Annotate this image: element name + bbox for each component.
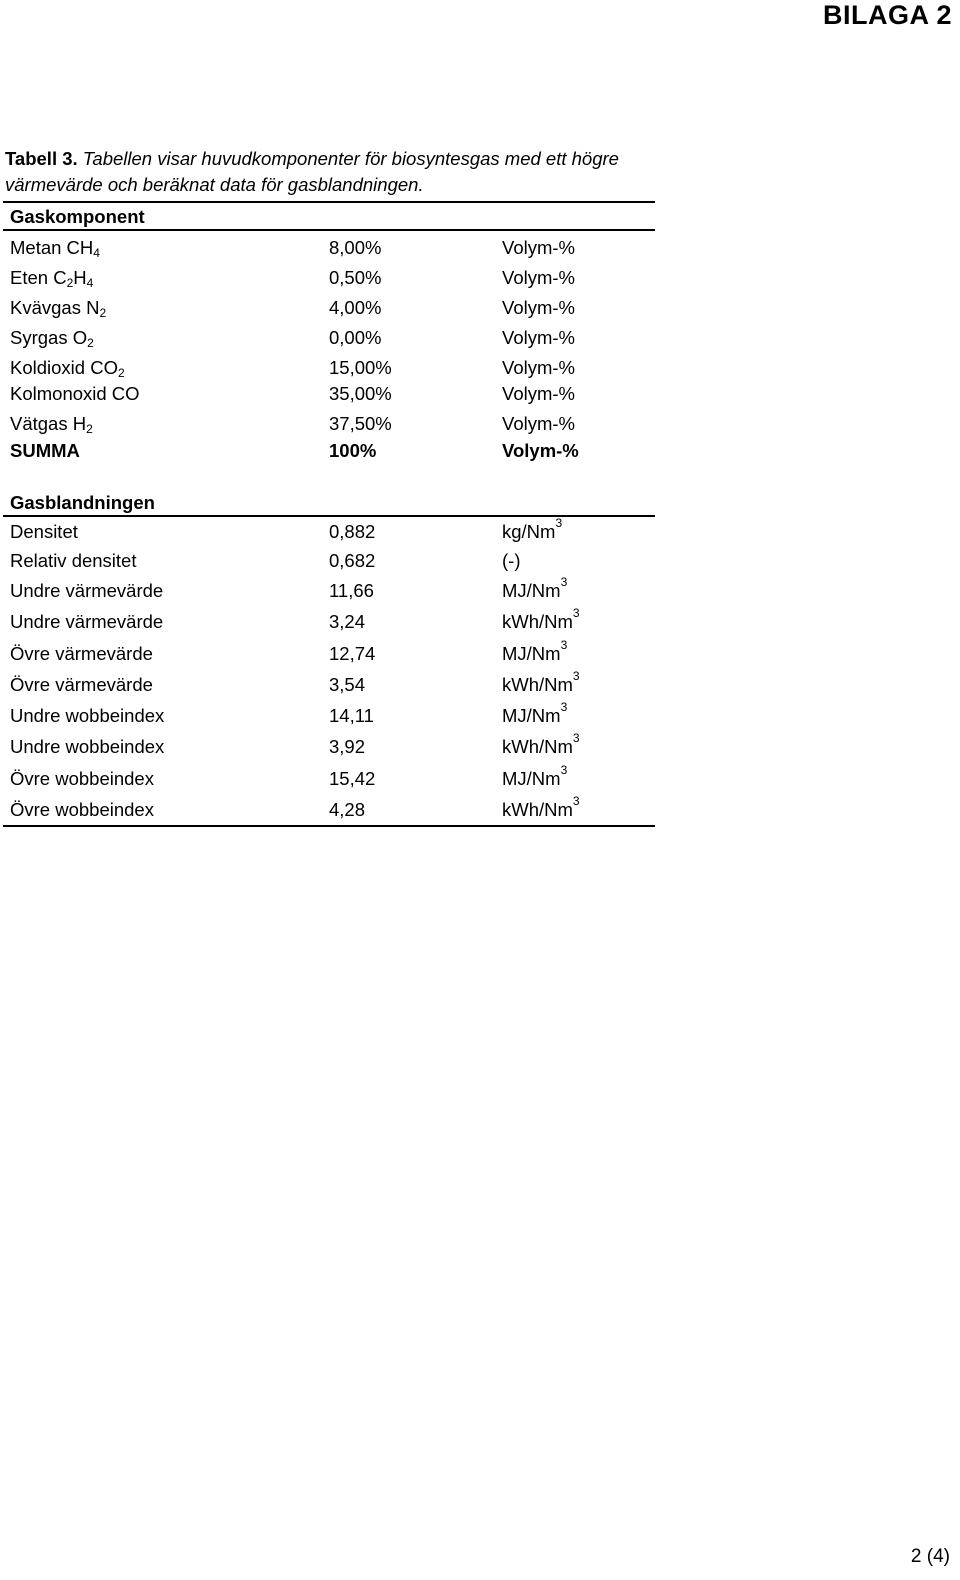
blend-property: Övre wobbeindex bbox=[10, 767, 154, 789]
gas-blend-row bbox=[3, 763, 655, 794]
blend-value: 0,682 bbox=[329, 550, 376, 571]
blend-property: Övre värmevärde bbox=[10, 673, 153, 695]
blend-property: Undre wobbeindex bbox=[10, 736, 165, 758]
gas-unit: Volym-% bbox=[502, 297, 575, 318]
gas-blend-row bbox=[3, 638, 655, 669]
gas-name: Metan $CH_4$ bbox=[10, 237, 100, 260]
gas-unit: Volym-% bbox=[502, 357, 575, 378]
blend-unit: (-) bbox=[502, 550, 521, 571]
subscript: 4 bbox=[86, 276, 94, 290]
gas-name: Kolmonoxid CO bbox=[10, 383, 140, 404]
blend-unit: MJ/Nm$^3$ bbox=[502, 762, 568, 789]
superscript: 3 bbox=[572, 606, 580, 621]
blend-property: Densitet bbox=[10, 521, 78, 542]
gas-unit: Volym-% bbox=[502, 267, 575, 288]
gas-value: 35,00% bbox=[329, 383, 392, 404]
sum-value: 100% bbox=[329, 440, 377, 461]
gas-blend-heading: Gasblandningen bbox=[3, 489, 655, 517]
superscript: 3 bbox=[560, 762, 568, 777]
gas-value: 15,00% bbox=[329, 357, 392, 378]
blend-unit: MJ/Nm$^3$ bbox=[502, 575, 568, 601]
gas-name: Eten $C_2H_4$ bbox=[10, 267, 94, 290]
superscript: 3 bbox=[572, 794, 580, 809]
gas-sum-row bbox=[3, 436, 655, 466]
blend-value: 3,24 bbox=[329, 611, 366, 633]
subscript: 2 bbox=[66, 276, 74, 290]
gas-component-table bbox=[3, 201, 655, 466]
superscript: 3 bbox=[572, 668, 580, 683]
blend-value: 3,54 bbox=[329, 673, 366, 695]
blend-unit: kWh/Nm$^3$ bbox=[502, 606, 580, 633]
superscript: 3 bbox=[555, 516, 563, 530]
blend-value: 0,882 bbox=[329, 521, 376, 542]
blend-property: Relativ densitet bbox=[10, 550, 137, 571]
superscript: 3 bbox=[560, 700, 568, 715]
gas-blend-row bbox=[3, 606, 655, 637]
gas-component-row bbox=[3, 379, 655, 409]
gas-component-rows bbox=[3, 233, 655, 466]
subscript: 2 bbox=[117, 366, 125, 380]
gas-component-heading: Gaskomponent bbox=[3, 203, 655, 231]
blend-unit: kWh/Nm$^3$ bbox=[502, 794, 580, 821]
page-number: 2 (4) bbox=[910, 1546, 950, 1567]
blend-value: 15,42 bbox=[329, 767, 376, 789]
blend-value: 11,66 bbox=[329, 580, 374, 601]
document-header-title: BILAGA 2 bbox=[822, 0, 952, 30]
gas-blend-row bbox=[3, 700, 655, 731]
gas-blend-row bbox=[3, 669, 655, 700]
blend-unit: kWh/Nm$^3$ bbox=[502, 668, 580, 695]
blend-value: 12,74 bbox=[329, 642, 376, 664]
superscript: 3 bbox=[560, 637, 568, 652]
caption-text: Tabellen visar huvudkomponenter för biosyntesgas med ett högre värmevärde och beräknat data för gasblandningen. bbox=[5, 148, 619, 195]
gas-value: 0,00% bbox=[329, 327, 382, 348]
gas-component-row bbox=[3, 293, 655, 323]
blend-unit: kg/Nm$^3$ bbox=[502, 516, 563, 542]
gas-blend-row bbox=[3, 546, 655, 575]
gas-value: 8,00% bbox=[329, 237, 382, 258]
gas-name: Koldioxid $CO_2$ bbox=[10, 357, 125, 380]
blend-unit: kWh/Nm$^3$ bbox=[502, 731, 580, 758]
caption-label: Tabell 3. bbox=[5, 148, 78, 169]
gas-unit: Volym-% bbox=[502, 413, 575, 434]
blend-value: 4,28 bbox=[329, 799, 366, 821]
gas-blend-rows bbox=[3, 517, 655, 827]
gas-unit: Volym-% bbox=[502, 237, 575, 258]
gas-unit: Volym-% bbox=[502, 383, 575, 404]
blend-property: Övre wobbeindex bbox=[10, 799, 154, 821]
sum-unit: Volym-% bbox=[502, 440, 579, 461]
gas-blend-row bbox=[3, 731, 655, 762]
gas-blend-row bbox=[3, 517, 655, 546]
subscript: 2 bbox=[86, 422, 93, 436]
gas-component-row bbox=[3, 409, 655, 439]
blend-unit: MJ/Nm$^3$ bbox=[502, 700, 568, 727]
superscript: 3 bbox=[572, 731, 580, 746]
blend-unit: MJ/Nm$^3$ bbox=[502, 637, 568, 664]
gas-blend-row bbox=[3, 794, 655, 825]
gas-name: Kvävgas $N_2$ bbox=[10, 297, 107, 320]
gas-value: 37,50% bbox=[329, 413, 392, 434]
subscript: 4 bbox=[93, 246, 100, 260]
gas-name: Syrgas $O_2$ bbox=[10, 327, 94, 350]
gas-blend-row bbox=[3, 575, 655, 606]
gas-blend-table bbox=[3, 489, 655, 827]
blend-property: Undre värmevärde bbox=[10, 611, 164, 633]
blend-value: 3,92 bbox=[329, 736, 366, 758]
blend-property: Undre wobbeindex bbox=[10, 705, 165, 727]
gas-value: 0,50% bbox=[329, 267, 382, 288]
gas-component-row bbox=[3, 263, 655, 293]
blend-property: Övre värmevärde bbox=[10, 642, 153, 664]
subscript: 2 bbox=[87, 336, 94, 350]
gas-component-row bbox=[3, 323, 655, 353]
subscript: 2 bbox=[99, 306, 107, 320]
table-caption bbox=[5, 146, 685, 198]
gas-component-row bbox=[3, 233, 655, 263]
blend-value: 14,11 bbox=[329, 705, 374, 727]
blend-property: Undre värmevärde bbox=[10, 580, 164, 601]
gas-unit: Volym-% bbox=[502, 327, 575, 348]
gas-value: 4,00% bbox=[329, 297, 382, 318]
gas-name: Vätgas $H_2$ bbox=[10, 413, 93, 436]
sum-label: SUMMA bbox=[10, 440, 80, 461]
superscript: 3 bbox=[560, 575, 568, 589]
